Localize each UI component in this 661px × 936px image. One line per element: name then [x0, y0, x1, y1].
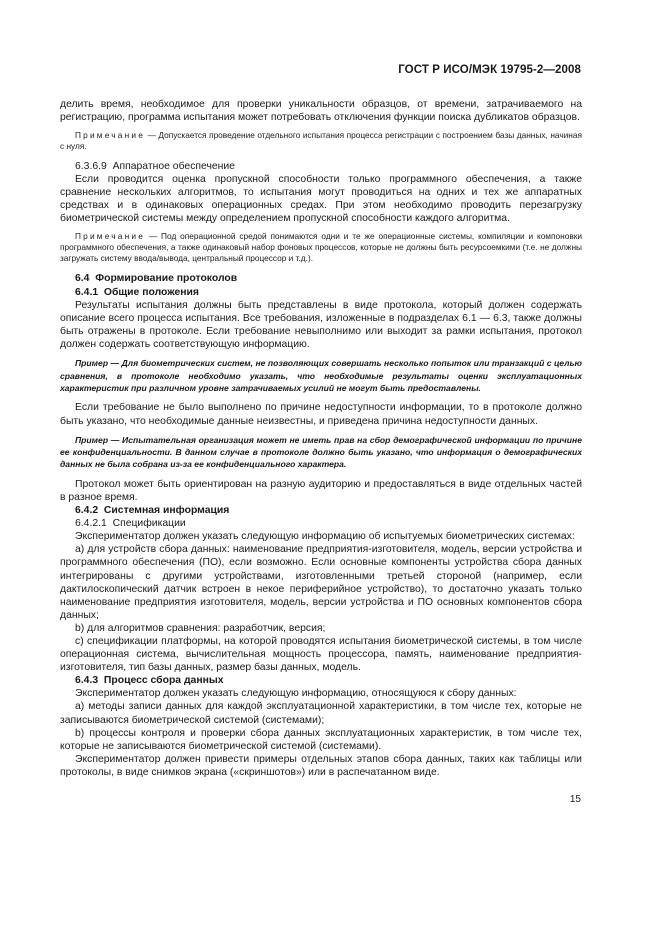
paragraph-specs: Экспериментатор должен указать следующую информацию об испытуемых биометрических системах: — [75, 531, 575, 543]
list-item-b: b) для алгоритмов сравнения: разработчик, версия; — [75, 622, 326, 634]
section-title: Процесс сбора данных — [103, 675, 224, 687]
note-text: — Под операционной средой понимаются одни и те же операционные системы, компиляции и компоновки программного обеспечения, а также одинаковый набор фоновых процессов, которые не должны быть ресурсоемкими (т.е. не должны загружать систему ввода/вывода, центральный процессор и т.д.). — [60, 231, 582, 264]
heading-6-4-3 — [60, 674, 582, 687]
note-label: Примечание — [75, 231, 146, 242]
section-number: 6.4.2 — [75, 505, 99, 517]
section-title: Спецификации — [112, 518, 186, 530]
section-number: 6.4 — [75, 272, 90, 284]
heading-6-4-2-1 — [60, 517, 582, 530]
paragraph-audience: Протокол может быть ориентирован на разную аудиторию и предоставляться в виде отдельных частей в разное время. — [60, 478, 582, 503]
section-title: Аппаратное обеспечение — [112, 160, 235, 172]
paragraph-general: Результаты испытания должны быть представлены в виде протокола, который должен содержать описание всего процесса испытания. Все требования, изложенные в подразделах 6.1 — 6.3, также должны быть отражены в протоколе. Если требование невыполнимо или выходит за рамки испытания, протокол должен содержать соответствующую информацию. — [60, 299, 582, 351]
heading-6-4-1 — [60, 286, 582, 299]
example-2: Пример — Испытательная организация может не иметь прав на сбор демографической информации по причине ее конфиденциальности. В данном случае в протоколе должно быть указано, что информация о демографических данных не была собрана из-за ее конфиденциального характера. — [60, 434, 582, 470]
page-body — [60, 98, 582, 779]
section-number: 6.4.1 — [75, 286, 99, 298]
section-title: Системная информация — [103, 505, 230, 517]
paragraph-unavailable-info: Если требование не было выполнено по причине недоступности информации, то в протоколе должно быть указано, что необходимые данные неизвестны, и приведена причина недоступности данных. — [60, 402, 582, 427]
paragraph-hardware: Если проводится оценка пропускной способности только программного обеспечения, а также сравнение нескольких алгоритмов, то испытания могут проводиться на одних и тех же аппаратных средствах и в одинаковых операционных средах. При этом необходимо проводить перезагрузку биометрической системы между определением пропускной способности каждого алгоритма. — [60, 173, 582, 224]
note-label: Примечание — [75, 130, 146, 141]
section-number: 6.4.3 — [75, 675, 99, 687]
standard-designation: ГОСТ Р ИСО/МЭК 19795-2—2008 — [398, 64, 581, 76]
list-item-c: с) спецификации платформы, на которой проводятся испытания биометрической системы, в том числе операционная система, вычислительная мощность процессора, память, наименование предприятия-изготовителя, тип базы данных, размер базы данных, модель. — [60, 635, 582, 674]
example-1: Пример — Для биометрических систем, не позволяющих совершать несколько попыток или транзакций с целью сравнения, в протоколе необходимо указать, что необходимые результаты оценки эксплуатационных характеристик при различном уровне затрачиваемых усилий не могут быть предоставлены. — [60, 358, 582, 394]
section-title: Общие положения — [103, 286, 199, 298]
heading-6-4-2 — [60, 504, 582, 517]
paragraph-intro: делить время, необходимое для проверки уникальности образцов, от времени, затрачиваемого на регистрацию, программа испытания может потребовать отключения функции поиска дубликатов образцов. — [60, 99, 582, 124]
section-number: 6.3.6.9 — [75, 160, 107, 172]
paragraph-data-collection: Экспериментатор должен указать следующую информацию, относящуюся к сбору данных: — [75, 688, 517, 700]
note-text: — Допускается проведение отдельного испытания процесса регистрации с построением базы данных, начиная с нуля. — [60, 130, 582, 152]
paragraph-final: Экспериментатор должен привести примеры отдельных этапов сбора данных, таких как таблицы или протоколы, в виде снимков экрана («скриншотов») или в распечатанном виде. — [60, 753, 582, 778]
note-1 — [60, 130, 582, 152]
section-title: Формирование протоколов — [95, 272, 238, 284]
heading-6-3-6-9 — [60, 160, 582, 173]
list-item-643-a: а) методы записи данных для каждой эксплуатационной характеристики, в том числе тех, которые не записываются биометрической системой (системами); — [60, 701, 582, 726]
page-number: 15 — [569, 794, 581, 805]
note-2 — [60, 231, 582, 265]
heading-6-4 — [60, 272, 582, 285]
section-number: 6.4.2.1 — [75, 518, 107, 530]
list-item-643-b: b) процессы контроля и проверки сбора данных эксплуатационных характеристик, в том числе тех, которые не записываются биометрической системой (системами). — [60, 727, 582, 752]
list-item-a: а) для устройств сбора данных: наименование предприятия-изготовителя, модель, версии устройства и программного обеспечения (ПО), если возможно. Если основные компоненты устройства сбора данных интегрированы с другими устройствами, изготовленными третьей стороной (например, если дактилоскопический датчик встроен в некое периферийное устройство), то достаточно указать только наименование предприятия изготовителя, модель, версии устройства и ПО основных компонентов сбора данных; — [60, 544, 582, 621]
